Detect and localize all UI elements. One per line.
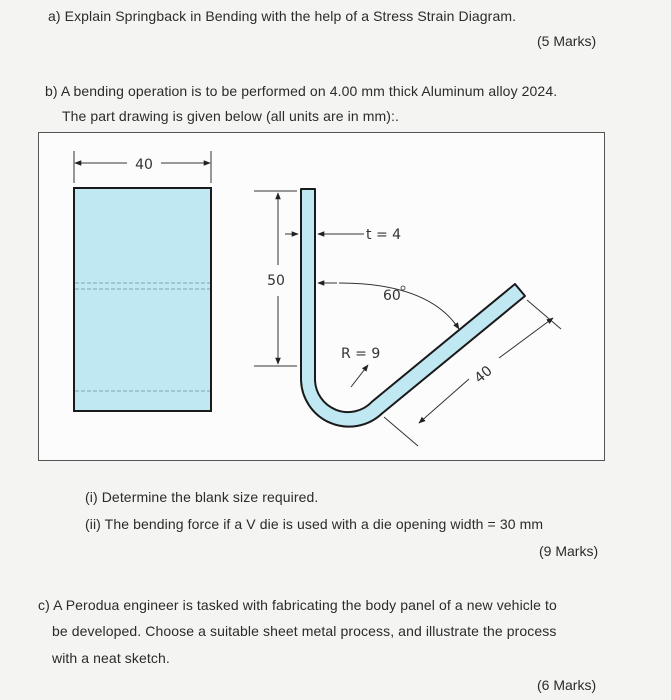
bent-profile-view — [254, 189, 561, 446]
question-c-line-1: c) A Perodua engineer is tasked with fabricating the body panel of a new vehicle to — [38, 597, 557, 613]
bent-part-profile — [301, 189, 525, 427]
blank-face-view — [74, 151, 211, 411]
question-c-line-2: be developed. Choose a suitable sheet metal process, and illustrate the process — [52, 623, 557, 639]
degree-symbol — [401, 286, 405, 290]
angle-dimension-label: 60 — [383, 288, 401, 304]
question-a-marks: (5 Marks) — [537, 33, 597, 49]
thickness-dimension-label: t = 4 — [366, 227, 402, 243]
height-dimension-label: 50 — [267, 273, 285, 289]
leg-dimension-label: 40 — [471, 362, 496, 387]
leg-dim-line-lower — [419, 379, 469, 423]
part-drawing-figure — [38, 132, 605, 461]
question-b-marks: (9 Marks) — [539, 543, 599, 559]
question-a-text: a) Explain Springback in Bending with the help of a Stress Strain Diagram. — [48, 8, 517, 24]
question-c-marks: (6 Marks) — [537, 677, 597, 693]
question-b-line-1: b) A bending operation is to be performed on 4.00 mm thick Aluminum alloy 2024. — [45, 83, 558, 99]
leg-dim-line-upper — [499, 318, 553, 358]
question-b-line-2: The part drawing is given below (all units are in mm):. — [62, 108, 399, 124]
width-dimension-label: 40 — [135, 157, 153, 173]
radius-leader — [351, 365, 368, 387]
question-b-sub-ii: (ii) The bending force if a V die is used with a die opening width = 30 mm — [85, 516, 544, 532]
blank-face-rect — [74, 188, 211, 411]
question-c-line-3: with a neat sketch. — [52, 650, 170, 666]
question-b-sub-i: (i) Determine the blank size required. — [85, 489, 319, 505]
radius-dimension-label: R = 9 — [341, 346, 381, 362]
part-drawing-svg — [39, 133, 604, 460]
